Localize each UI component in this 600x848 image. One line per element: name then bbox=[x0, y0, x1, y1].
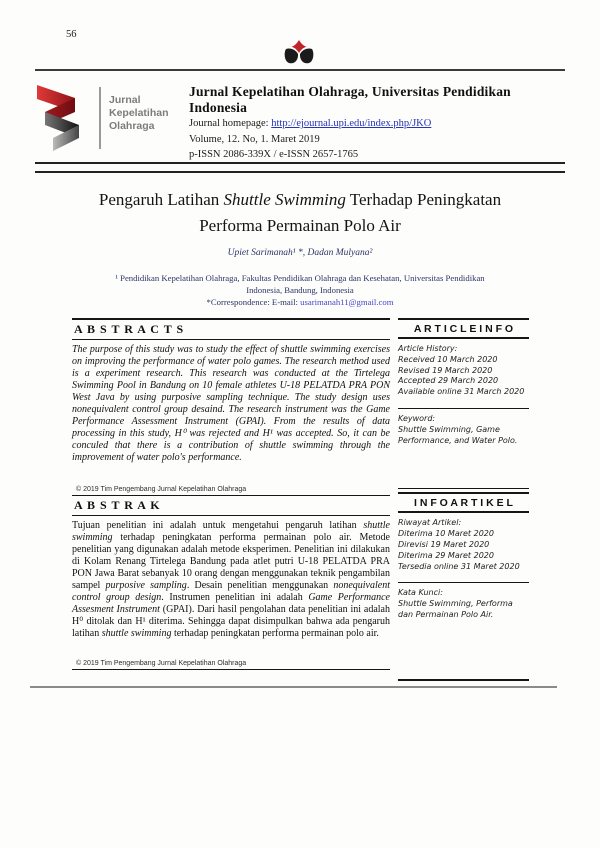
riwayat-line: Direvisi 19 Maret 2020 bbox=[398, 539, 490, 549]
kata-kunci-rule bbox=[398, 582, 529, 583]
copyright-id: © 2019 Tim Pengembang Jurnal Kepelatihan Olahraga bbox=[76, 660, 247, 667]
keyword-rule bbox=[398, 408, 529, 409]
keyword-label: Keyword: bbox=[398, 413, 436, 423]
article-history-block bbox=[398, 344, 529, 398]
header-top-rule bbox=[35, 69, 565, 71]
history-line: Available online 31 March 2020 bbox=[398, 387, 525, 397]
journal-logo-text bbox=[109, 83, 183, 133]
copyright-id-rule bbox=[72, 669, 390, 670]
kata-kunci-text: Shuttle Swimming, Performa dan Permainan Polo Air. bbox=[398, 599, 513, 619]
history-line: Accepted 29 March 2020 bbox=[398, 376, 499, 386]
header-double-rule bbox=[35, 162, 565, 173]
abstracts-heading: A B S T R A C T S bbox=[74, 322, 185, 336]
riwayat-line: Diterima 29 Maret 2020 bbox=[398, 550, 494, 560]
article-info-heading: A R T I C L E I N F O bbox=[413, 323, 514, 335]
journal-homepage-label: Journal homepage: bbox=[189, 118, 272, 129]
article-authors: Upiet Sarimanah¹ *, Dadan Mulyana² bbox=[227, 248, 373, 258]
logo-word: Kepelatihan bbox=[109, 107, 169, 119]
history-line: Revised 19 March 2020 bbox=[398, 365, 493, 375]
logo-word: Olahraga bbox=[109, 120, 155, 132]
history-line: Received 10 March 2020 bbox=[398, 354, 498, 364]
correspondence-label: *Correspondence: E-mail: bbox=[206, 297, 301, 307]
page-number: 56 bbox=[66, 29, 77, 40]
correspondence-email-link[interactable]: usarimanah11@gmail.com bbox=[300, 297, 394, 307]
riwayat-line: Diterima 10 Maret 2020 bbox=[398, 529, 494, 539]
page-bottom-rule bbox=[30, 686, 557, 688]
journal-header-text bbox=[189, 83, 565, 163]
article-title: Pengaruh Latihan Shuttle Swimming Terhadap Peningkatan Performa Permainan Polo Air bbox=[98, 190, 502, 235]
riwayat-block bbox=[398, 518, 529, 572]
abstracts-heading-rule bbox=[72, 339, 390, 340]
abstrak-heading: A B S T R A K bbox=[74, 498, 161, 512]
info-artikel-heading-rule bbox=[398, 511, 529, 513]
article-info-column bbox=[398, 318, 529, 681]
keyword-block bbox=[398, 414, 529, 446]
riwayat-label: Riwayat Artikel: bbox=[398, 518, 462, 528]
journal-title: Jurnal Kepelatihan Olahraga, Universitas Pendidikan Indonesia bbox=[189, 84, 511, 115]
kata-kunci-label: Kata Kunci: bbox=[398, 588, 443, 598]
keyword-text: Shuttle Swimming, Game Performance, and Water Polo. bbox=[398, 424, 518, 445]
info-artikel-heading: I N F O A R T I K E L bbox=[414, 497, 513, 510]
riwayat-line: Tersedia online 31 Maret 2020 bbox=[398, 561, 520, 571]
copyright-en: © 2019 Tim Pengembang Jurnal Kepelatihan Olahraga bbox=[76, 486, 247, 493]
abstract-id-text: Tujuan penelitian ini adalah untuk mengetahui pengaruh latihan shuttle swimming terhadap peningkatan performa permainan polo air. Metode penelitian yang digunakan adalah metode eksperimen. Penelitian ini dilakukan di Kolam Renang Tirtelega Bandung pada atlet putri U-18 PELATDA PRA PON Jawa Barat sebanyak 10 orang dengan menggunakan teknik pengambilan sampel purposive sampling. Desain penelitian menggunakan nonequivalent control group design. Instrumen penelitian ini adalah Game Performance Assesment Instrument (GPAI). Dari hasil pengolahan data penelitian ini adalah H⁰ ditolak dan H¹ diterima. Sehingga dapat disimpulkan bahwa ada pengaruh latihan shuttle swimming terhadap peningkatan performa permainan polo air. bbox=[72, 520, 390, 639]
abstract-en-text: The purpose of this study was to study the effect of shuttle swimming exercises on improving the performance of water polo games. The research method used is a experiment research. This research was conducted at the Tirtelega Swimming Pool in Bandung on 10 female athletes U-18 PELATDA PRA PON West Java by using purposive sampling technique. The study design uses nonequivalent control group desaind. The research instrument was the Game Performance Assessment Instrument (GPAI). From the results of data processing in this study, H⁰ was rejected and H¹ was accepted. So, it can be conculed that there is a contribution of shuttle swimming through the improvement of water polo's performance. bbox=[72, 344, 390, 463]
article-info-heading-rule bbox=[398, 337, 529, 339]
abstract-column bbox=[72, 318, 390, 670]
info-artikel-outer-rule bbox=[398, 488, 529, 489]
correspondence-line bbox=[0, 297, 600, 307]
article-affiliation: ¹ Pendidikan Kepelatihan Olahraga, Fakultas Pendidikan Olahraga dan Kesehatan, Universitas Pendidikan Indonesia, Bandung, Indonesia bbox=[115, 273, 485, 295]
journal-header bbox=[35, 83, 565, 163]
jko-ribbon-logo-icon bbox=[35, 85, 91, 162]
journal-homepage-line bbox=[189, 117, 565, 132]
article-info-bottom-rule bbox=[398, 679, 529, 681]
journal-issn: p-ISSN 2086-339X / e-ISSN 2657-1765 bbox=[189, 149, 359, 160]
kata-kunci-block bbox=[398, 588, 529, 620]
logo-divider bbox=[99, 87, 101, 149]
logo-word: Jurnal bbox=[109, 94, 141, 106]
abstrak-heading-rule bbox=[72, 515, 390, 516]
journal-homepage-link[interactable]: http://ejournal.upi.edu/index.php/JKO bbox=[271, 118, 432, 129]
journal-volume: Volume, 12. No, 1. Maret 2019 bbox=[189, 133, 320, 145]
article-history-label: Article History: bbox=[398, 344, 458, 353]
